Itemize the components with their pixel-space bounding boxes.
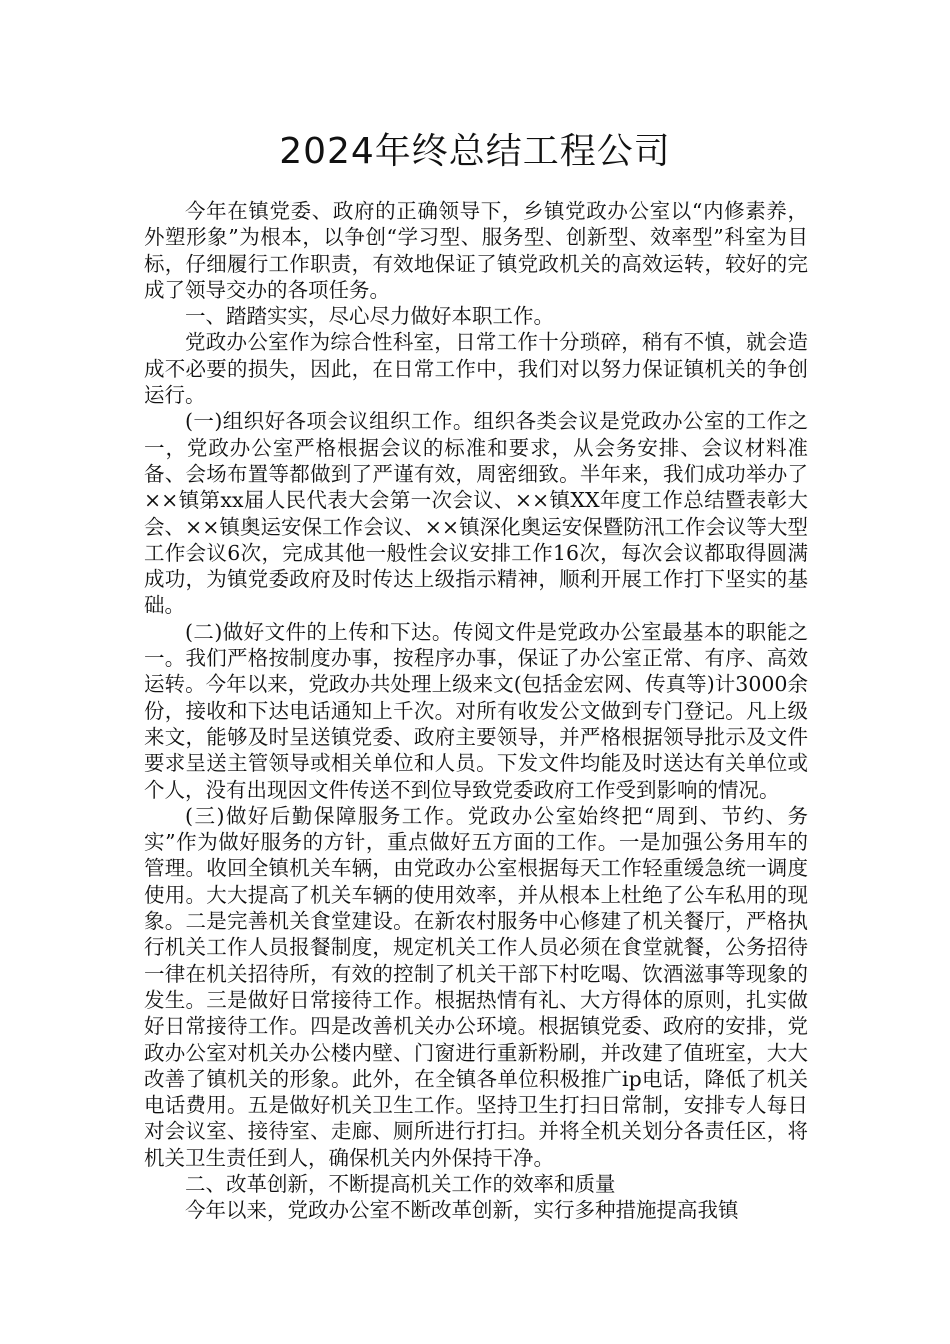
document-body xyxy=(144,198,808,1224)
paragraph-section-1-overview: 党政办公室作为综合性科室，日常工作十分琐碎，稍有不慎，就会造成不必要的损失，因此，在日常工作中，我们对以努力保证镇机关的争创运行。 xyxy=(144,330,808,408)
paragraph-logistics: (三)做好后勤保障服务工作。党政办公室始终把“周到、节约、务实”作为做好服务的方针，重点做好五方面的工作。一是加强公务用车的管理。收回全镇机关车辆，由党政办公室根据每天工作轻重缓急统一调度使用。大大提高了机关车辆的使用效率，并从根本上杜绝了公车私用的现象。二是完善机关食堂建设。在新农村服务中心修建了机关餐厅，严格执行机关工作人员报餐制度，规定机关工作人员必须在食堂就餐，公务招待一律在机关招待所，有效的控制了机关干部下村吃喝、饮酒滋事等现象的发生。三是做好日常接待工作。根据热情有礼、大方得体的原则，扎实做好日常接待工作。四是改善机关办公环境。根据镇党委、政府的安排，党政办公室对机关办公楼内壁、门窗进行重新粉刷，并改建了值班室，大大改善了镇机关的形象。此外，在全镇各单位积极推广ip电话，降低了机关电话费用。五是做好机关卫生工作。坚持卫生打扫日常制，安排专人每日对会议室、接待室、走廊、厕所进行打扫。并将全机关划分各责任区，将机关卫生责任到人，确保机关内外保持干净。 xyxy=(144,803,808,1170)
heading-section-1: 一、踏踏实实，尽心尽力做好本职工作。 xyxy=(185,304,554,329)
paragraph-intro: 今年在镇党委、政府的正确领导下，乡镇党政办公室以“内修素养，外塑形象”为根本，以争创“学习型、服务型、创新型、效率型”科室为目标，仔细履行工作职责，有效地保证了镇党政机关的高效运转，较好的完成了领导交办的各项任务。 xyxy=(144,199,808,302)
paragraph-section-2-start: 今年以来，党政办公室不断改革创新，实行多种措施提高我镇 xyxy=(185,1198,739,1223)
document-title: 2024年终总结工程公司 xyxy=(279,131,671,172)
paragraph-documents: (二)做好文件的上传和下达。传阅文件是党政办公室最基本的职能之一。我们严格按制度办事，按程序办事，保证了办公室正常、有序、高效运转。今年以来，党政办共处理上级来文(包括金宏网、传真等)计3000余份，接收和下达电话通知上千次。对所有收发公文做到专门登记。凡上级来文，能够及时呈送镇党委、政府主要领导，并严格根据领导批示及文件要求呈送主管领导或相关单位和人员。下发文件均能及时送达有关单位或个人，没有出现因文件传送不到位导致党委政府工作受到影响的情况。 xyxy=(144,619,808,802)
paragraph-meetings: (一)组织好各项会议组织工作。组织各类会议是党政办公室的工作之一，党政办公室严格根据会议的标准和要求，从会务安排、会议材料准备、会场布置等都做到了严谨有效，周密细致。半年来，我们成功举办了××镇第xx届人民代表大会第一次会议、××镇XX年度工作总结暨表彰大会、××镇奥运安保工作会议、××镇深化奥运安保暨防汛工作会议等大型工作会议6次，完成其他一般性会议安排工作16次，每次会议都取得圆满成功，为镇党委政府及时传达上级指示精神，顺利开展工作打下坚实的基础。 xyxy=(144,409,808,618)
heading-section-2: 二、改革创新，不断提高机关工作的效率和质量 xyxy=(185,1171,616,1196)
